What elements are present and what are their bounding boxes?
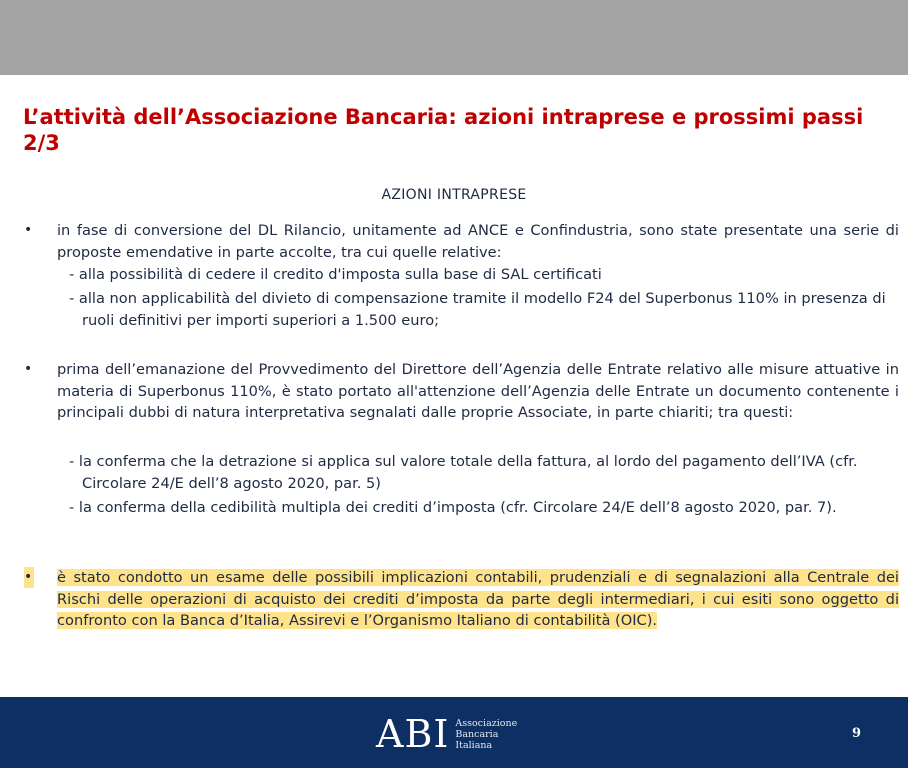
bullet-text: in fase di conversione del DL Rilancio, unitamente ad ANCE e Confindustria, sono state presentate una serie di proposte emendative in parte accolte, tra cui quelle relative:: [57, 222, 899, 261]
bullet-dot: •: [24, 567, 34, 588]
section-heading: AZIONI INTRAPRESE: [381, 187, 527, 203]
bullet-text: prima dell’emanazione del Provvedimento del Direttore dell’Agenzia delle Entrate relativo alle misure attuative in materia di Superbonus 110%, è stato portato all'attenzione dell’Agenzia delle Entrate un documento contenente i principali dubbi di natura interpretativa segnalati dalle proprie Associate, in parte chiariti; tra questi:: [57, 361, 899, 421]
logo-words: [455, 718, 517, 751]
bullet-text-highlighted: [57, 567, 899, 632]
slide-title: L’attività dell’Associazione Bancaria: azioni intraprese e prossimi passi 2/3: [23, 105, 864, 155]
logo-word: Italiana: [455, 739, 493, 751]
abi-logo: [376, 712, 517, 756]
bullet-subitem: - alla non applicabilità del divieto di compensazione tramite il modello F24 del Superbonus 110% in presenza di ruoli definitivi per importi superiori a 1.500 euro;: [69, 290, 886, 329]
bullet-subitem: - la conferma che la detrazione si applica sul valore totale della fattura, al lordo del pagamento dell’IVA (cfr. Circolare 24/E dell’8 agosto 2020, par. 5): [69, 453, 858, 492]
top-banner: [0, 0, 908, 75]
bullet-subitem: - la conferma della cedibilità multipla dei crediti d’imposta (cfr. Circolare 24/E dell’8 agosto 2020, par. 7).: [69, 499, 837, 516]
bullet-dot: •: [24, 361, 33, 377]
bullet-dot: •: [24, 222, 33, 238]
highlighted-text: è stato condotto un esame delle possibili implicazioni contabili, prudenziali e di segnalazioni alla Centrale dei Rischi delle operazioni di acquisto dei crediti d’imposta da parte degli intermediari, i cui esiti sono oggetto di confronto con la Banca d’Italia, Assirevi e l’Organismo Italiano di contabilità (OIC).: [57, 569, 899, 629]
page-number: 9: [852, 726, 862, 741]
logo-word: Bancaria: [455, 728, 499, 740]
logo-word: Associazione: [455, 717, 518, 729]
logo-mark: ABI: [376, 712, 450, 756]
bullet-subitem: - alla possibilità di cedere il credito d'imposta sulla base di SAL certificati: [69, 266, 602, 283]
